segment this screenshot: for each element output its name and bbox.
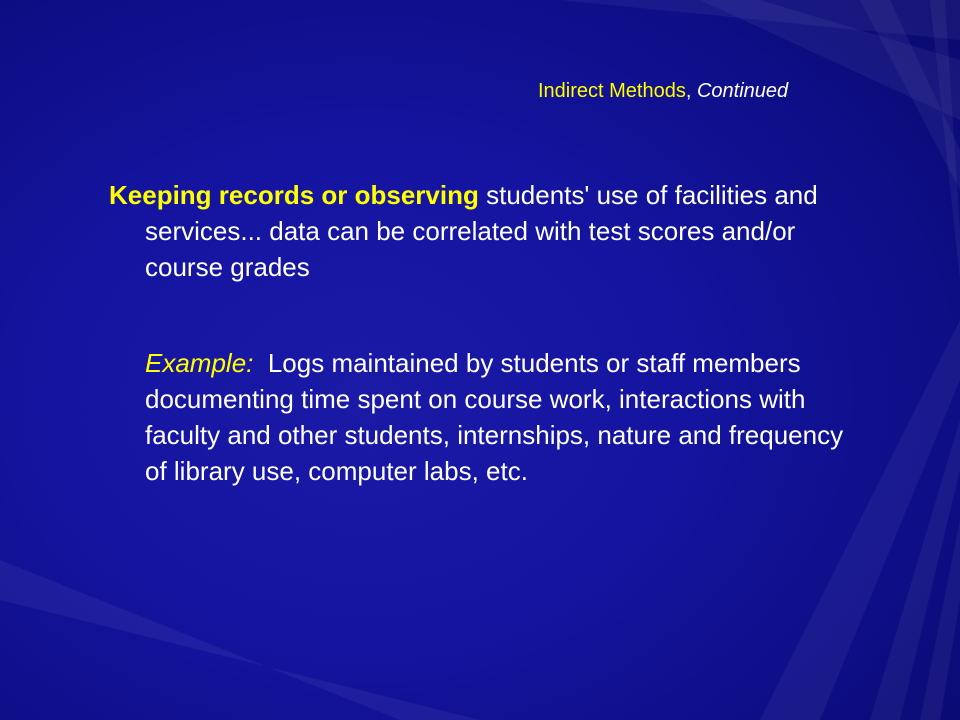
subtitle-continued: Continued: [696, 80, 789, 102]
subtitle-highlight: Indirect Methods: [538, 80, 686, 102]
bullet-rest: students' use of facilities and services... data can be correlated with test scores and/or course grades: [145, 180, 818, 282]
bullet-paragraph: [109, 177, 869, 285]
subtitle-separator: ,: [685, 80, 697, 102]
example-paragraph: [145, 345, 865, 489]
bullet-lead: Keeping records or observing: [109, 180, 479, 210]
slide-subtitle: [538, 80, 788, 103]
example-text: Logs maintained by students or staff members documenting time spent on course work, interactions with faculty and other students, internships, nature and frequency of library use, computer labs, etc.: [145, 348, 851, 486]
example-label: Example:: [145, 348, 254, 378]
